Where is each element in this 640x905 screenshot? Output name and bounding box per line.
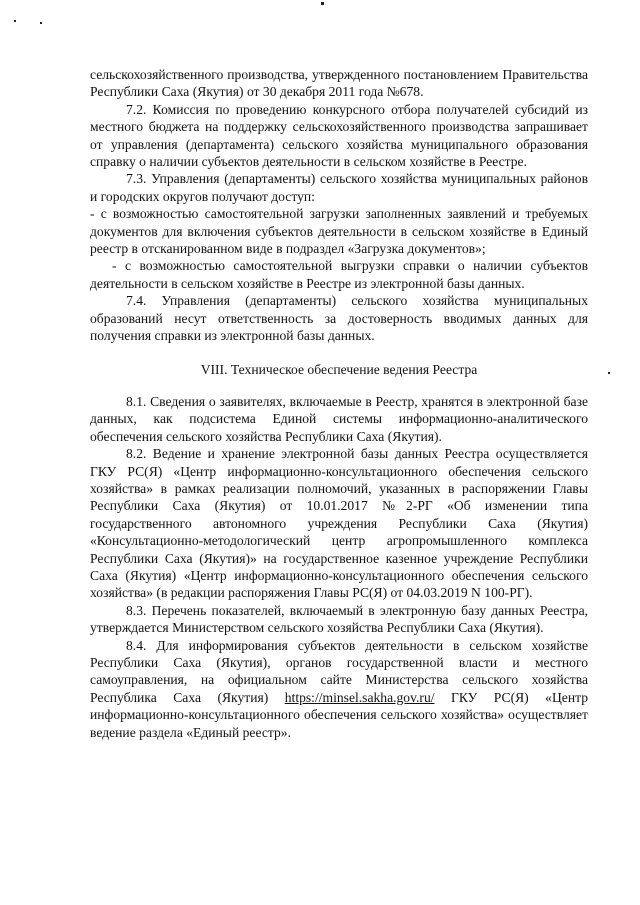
- scan-speck: [14, 20, 16, 22]
- paragraph-8-3: 8.3. Перечень показателей, включаемый в электронную базу данных Реестра, утверждается Министерством сельского хозяйства Республики Саха (Якутия).: [90, 602, 588, 636]
- paragraph-7-2: 7.2. Комиссия по проведению конкурсного отбора получателей субсидий из местного бюджета на поддержку сельскохозяйственного производства запрашивает от управления (департамента) сельского хозяйства муниципального образования справку о наличии субъектов деятельности в сельском хозяйстве в Реестре.: [90, 101, 588, 170]
- paragraph-8-2: 8.2. Ведение и хранение электронной базы данных Реестра осуществляется ГКУ РС(Я) «Центр информационно-консультационного обеспечения сельского хозяйства» в рамках реализации полномочий, указанных в распоряжении Главы Республики Саха (Якутия) от 10.01.2017 №2-РГ «Об изменении типа государственного автономного учреждения Республики Саха (Якутия) «Консультационно-методологический центр агропромышленного комплекса Республики Саха (Якутия)» на государственное казенное учреждение Республики Саха (Якутия) «Центр информационно-консультационного обеспечения сельского хозяйства» (в редакции распоряжения Главы РС(Я) от 04.03.2019 N 100-РГ).: [90, 446, 588, 601]
- paragraph-8-4-text-end: ГКУ РС(Я) «Центр информационно-консультационного обеспечения сельского хозяйства» осуществляет ведение раздела «Единый реестр».: [90, 689, 588, 740]
- paragraph-8-4-text-start: 8.4. Для информирования субъектов деятельности в сельском хозяйстве Республики Саха (Якутия), органов государственной власти и местного самоуправления, на официальном сайте Министерства сельского хозяйства Республика Саха (Якутия): [90, 637, 588, 705]
- paragraph-8-4: [90, 637, 588, 741]
- scan-speck: [321, 2, 324, 5]
- document-page: [90, 66, 588, 741]
- paragraph-7-3: 7.3. Управления (департаменты) сельского хозяйства муниципальных районов и городских округов получают доступ:: [90, 171, 588, 204]
- scan-speck: [40, 22, 42, 24]
- paragraph-8-1: 8.1. Сведения о заявителях, включаемые в Реестр, хранятся в электронной базе данных, как подсистема Единой системы информационно-аналитического обеспечения сельского хозяйства Республики Саха (Якутия).: [90, 393, 588, 444]
- ministry-website-link[interactable]: https://minsel.sakha.gov.ru/: [284, 689, 435, 705]
- list-item-upload: - с возможностью самостоятельной загрузки заполненных заявлений и требуемых документов для включения субъектов деятельности в сельском хозяйстве в Единый реестр в отсканированном виде в подраздел «Загрузка документов»;: [90, 206, 588, 257]
- scan-speck: [608, 372, 610, 374]
- paragraph-7-4: 7.4. Управления (департаменты) сельского хозяйства муниципальных образований несут ответственность за достоверность вводимых данных для получения справки из электронной базы данных.: [90, 293, 588, 344]
- paragraph-continuation: сельскохозяйственного производства, утвержденного постановлением Правительства Республики Саха (Якутия) от 30 декабря 2011 года №678.: [90, 67, 588, 100]
- list-item-download: - с возможностью самостоятельной выгрузки справки о наличии субъектов деятельности в сельском хозяйстве в Реестре из электронной базы данных.: [90, 258, 588, 291]
- section-heading: VIII. Техническое обеспечение ведения Реестра: [200, 361, 478, 377]
